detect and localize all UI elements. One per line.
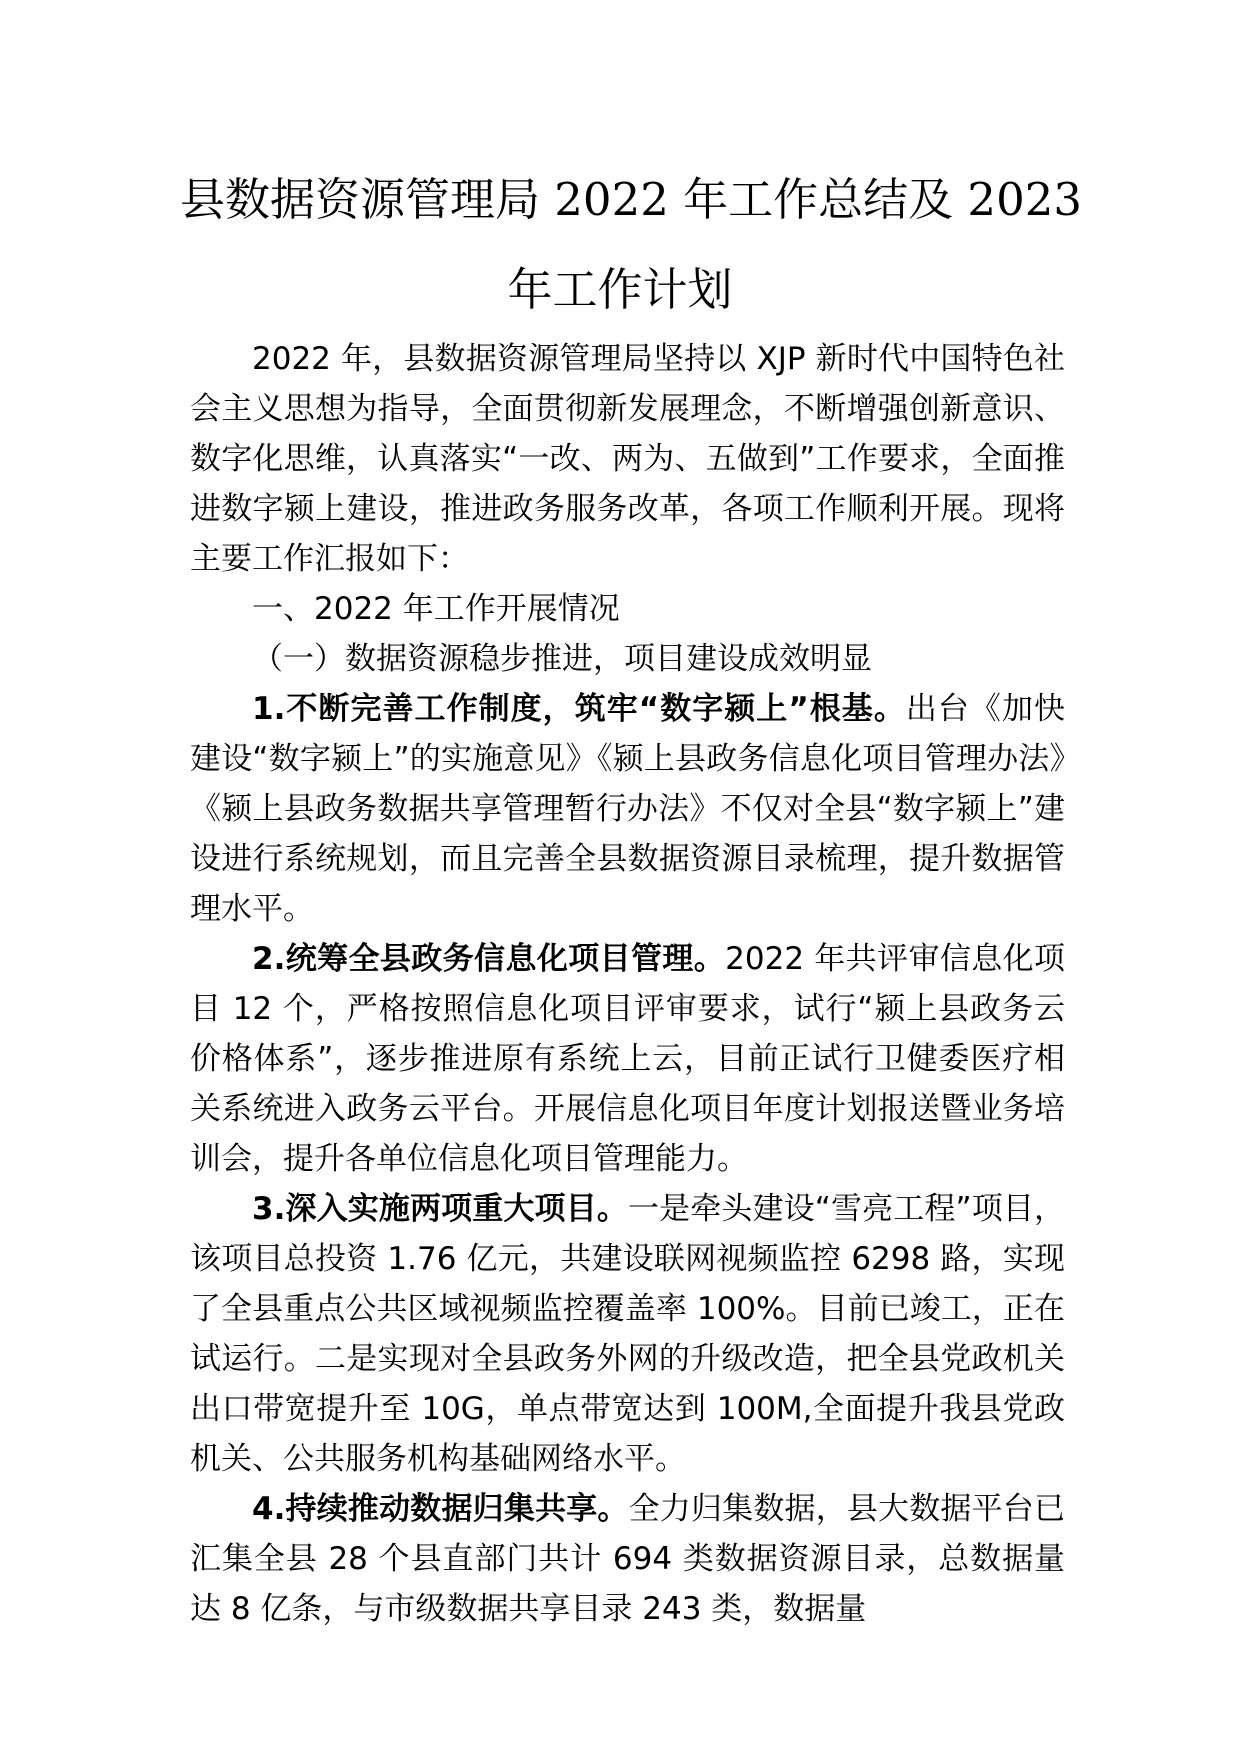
item-text-1: 出台《加快建设“数字颍上”的实施意见》《颍上县政务信息化项目管理办法》《颍上县政务数据共享管理暂行办法》不仅对全县“数字颍上”建设进行系统规划，而且完善全县数据资源目录梳理，提升数据管理水平。 (190, 691, 1066, 927)
intro-paragraph (190, 334, 1065, 584)
paragraph-text: 2022 年，县数据资源管理局坚持以 XJP 新时代中国特色社会主义思想为指导，全面贯彻新发展理念，不断增强创新意识、数字化思维，认真落实“一改、两为、五做到”工作要求，全面推进数字颍上建设，推进政务服务改革，各项工作顺利开展。现将主要工作汇报如下： (190, 341, 1065, 577)
section-heading-text: 一、2022 年工作开展情况 (252, 591, 620, 627)
item-paragraph-2 (190, 934, 1065, 1184)
item-text-3: 一是牵头建设“雪亮工程”项目，该项目总投资 1.76 亿元，共建设联网视频监控 6298 路，实现了全县重点公共区域视频监控覆盖率 100%。目前已竣工，正在试运行。二是实现对全县政务外网的升级改造，把全县党政机关出口带宽提升至 10G，单点带宽达到 100M,全面提升我县党政机关、公共服务机构基础网络水平。 (190, 1191, 1065, 1477)
item-paragraph-4 (190, 1484, 1065, 1634)
item-lead-3: 3.深入实施两项重大项目。 (252, 1191, 628, 1227)
subsection-heading (190, 634, 1065, 684)
document-title-line-2: 年工作计划 (507, 263, 733, 316)
item-paragraph-3 (190, 1184, 1065, 1484)
document-title-line-1: 县数据资源管理局 2022 年工作总结及 2023 (180, 173, 1082, 226)
item-lead-4: 4.持续推动数据归集共享。 (252, 1491, 629, 1527)
subsection-heading-text: （一）数据资源稳步推进，项目建设成效明显 (252, 641, 872, 677)
item-lead-2: 2.统筹全县政务信息化项目管理。 (252, 941, 726, 977)
item-paragraph-1 (190, 684, 1065, 934)
item-lead-1: 1.不断完善工作制度，筑牢“数字颍上”根基。 (252, 691, 906, 727)
item-text-2: 2022 年共评审信息化项目 12 个，严格按照信息化项目评审要求，试行“颍上县政务云价格体系”，逐步推进原有系统上云，目前正试行卫健委医疗相关系统进入政务云平台。开展信息化项目年度计划报送暨业务培训会，提升各单位信息化项目管理能力。 (190, 941, 1065, 1177)
document-body (190, 334, 1065, 1634)
item-text-4: 全力归集数据，县大数据平台已汇集全县 28 个县直部门共计 694 类数据资源目录，总数据量达 8 亿条，与市级数据共享目录 243 类，数据量 (190, 1491, 1065, 1627)
section-heading (190, 584, 1065, 634)
